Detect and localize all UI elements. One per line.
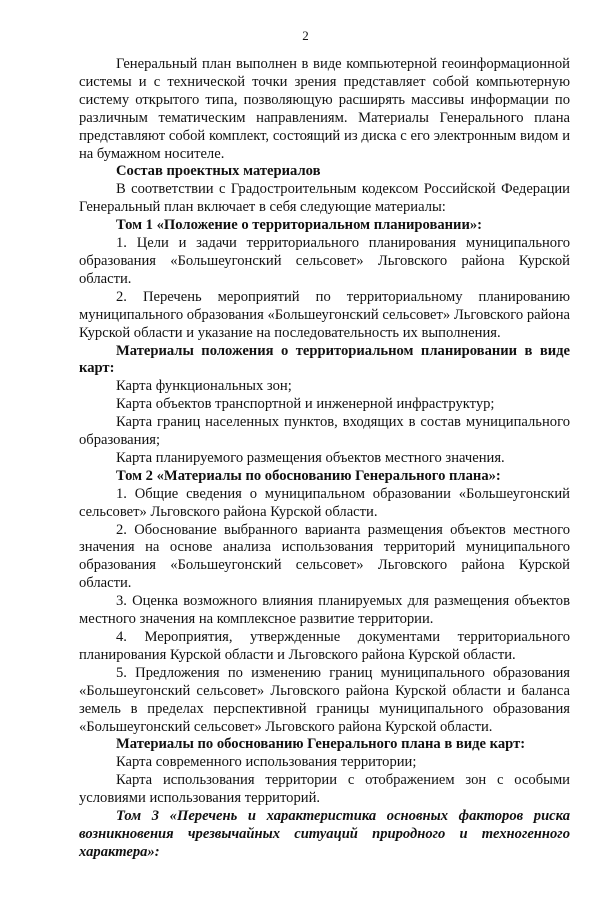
volume-1-item-1: 1. Цели и задачи территориального планирования муниципального образования «Большеугонский сельсовет» Льговского района Курской области. — [79, 235, 570, 287]
document-body — [79, 56, 570, 862]
volume-2-heading: Том 2 «Материалы по обоснованию Генерального плана»: — [116, 467, 501, 484]
map-item-current-use: Карта современного использования территории; — [116, 754, 417, 771]
volume-2-item-4: 4. Мероприятия, утвержденные документами территориального планирования Курской области и Льговского района Курской области. — [79, 629, 570, 663]
volume-2-maps-heading: Материалы по обоснованию Генерального плана в виде карт: — [116, 736, 526, 753]
volume-2-item-3: 3. Оценка возможного влияния планируемых для размещения объектов местного значения на комплексное развитие территории. — [79, 593, 570, 628]
volume-1-heading: Том 1 «Положение о территориальном планировании»: — [116, 217, 483, 234]
volume-1-item-2: 2. Перечень мероприятий по территориальному планированию муниципального образования «Большеугонский сельсовет» Льговского района Курской области и указание на последовательность их выполнения. — [79, 288, 570, 341]
volume-2-item-2: 2. Обоснование выбранного варианта размещения объектов местного значения на основе анализа использования территорий муниципального образования «Большеугонский сельсовет» Льговского района Курской области. — [79, 521, 570, 592]
volume-1-maps-heading: Материалы положения о территориальном планировании в виде карт: — [79, 342, 570, 377]
volume-2-item-1: 1. Общие сведения о муниципальном образовании «Большеугонский сельсовет» Льговского района Курской области. — [79, 485, 570, 520]
page-number: 2 — [302, 28, 309, 43]
volume-3-heading: Том 3 «Перечень и характеристика основных факторов риска возникновения чрезвычайных ситуаций природного и техногенного характера»: — [79, 808, 570, 860]
map-item-functional-zones: Карта функциональных зон; — [116, 378, 292, 395]
map-item-settlement-borders: Карта границ населенных пунктов, входящих в состав муниципального образования; — [79, 414, 570, 449]
paragraph-code-reference: В соответствии с Градостроительным кодексом Российской Федерации Генеральный план включает в себя следующие материалы: — [79, 181, 570, 216]
map-item-local-objects: Карта планируемого размещения объектов местного значения. — [116, 449, 505, 466]
volume-2-item-5: 5. Предложения по изменению границ муниципального образования «Большеугонский сельсовет» Льговского района Курской области и баланса земель в пределах перспективной границы муниципального образования «Большеугонский сельсовет» Льговского района Курской области. — [79, 664, 570, 735]
map-item-infrastructure: Карта объектов транспортной и инженерной инфраструктур; — [116, 396, 495, 413]
section-heading-composition: Состав проектных материалов — [116, 163, 321, 180]
map-item-special-zones: Карта использования территории с отображением зон с особыми условиями использования территорий. — [79, 772, 570, 807]
intro-paragraph: Генеральный план выполнен в виде компьютерной геоинформационной системы и с технической точки зрения представляет собой компьютерную систему открытого типа, позволяющую расширять массивы информации по различным тематическим направлениям. Материалы Генерального плана представляют собой комплект, состоящий из диска с его электронным видом и на бумажном носителе. — [79, 56, 570, 162]
